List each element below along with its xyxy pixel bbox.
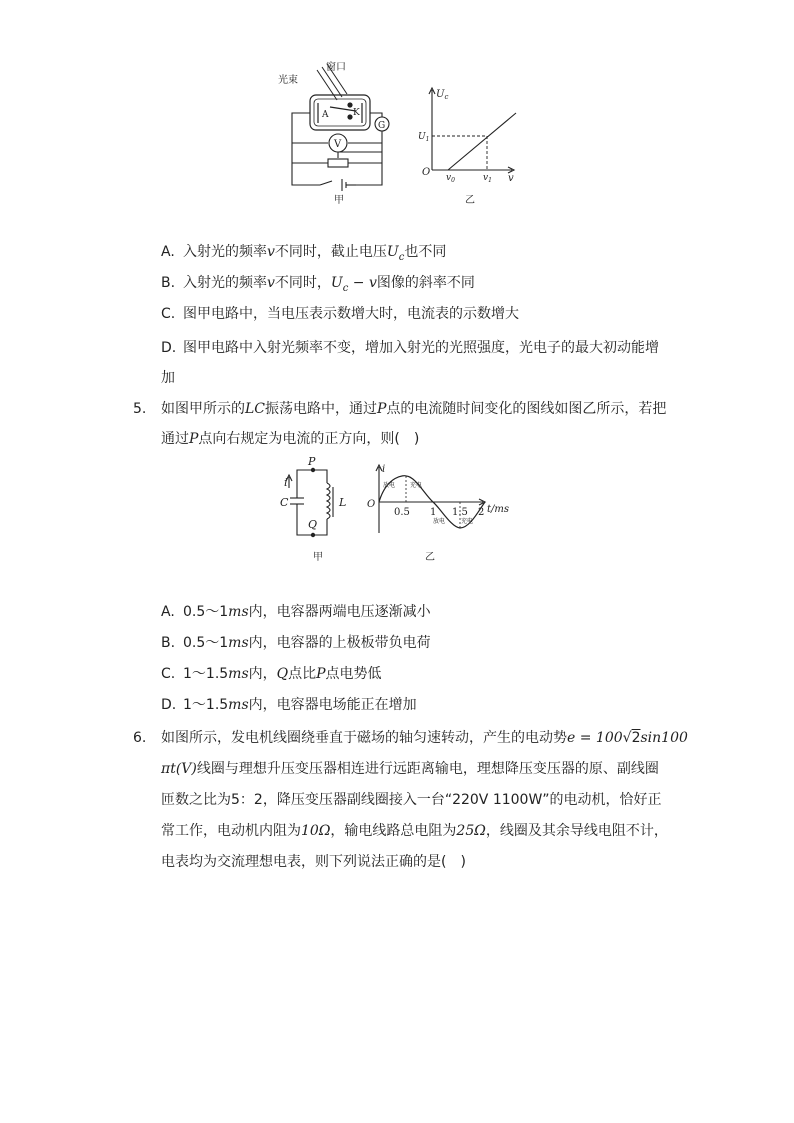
q6-number: 6. [133, 730, 147, 746]
p-label: P [308, 455, 316, 468]
beam-label: 光束 [278, 75, 298, 86]
q6-stem-line1: 如图所示，发电机线圈绕垂直于磁场的轴匀速转动，产生的电动势e = 100√2sin100 [161, 730, 688, 746]
q6-stem-line5: 电表均为交流理想电表，则下列说法正确的是( ) [161, 854, 466, 870]
q5-stem-line2: 通过P点向右规定为电流的正方向，则( ) [161, 431, 420, 447]
galvanometer-label: G [378, 121, 386, 131]
region-label-1: 放电 [383, 482, 396, 489]
sqrt-sign: √ [622, 730, 632, 746]
lc-figure-svg [275, 455, 520, 570]
option-letter: B. [161, 275, 176, 291]
q5-option-b[interactable]: B. 0.5～1ms内，电容器的上极板带负电荷 [161, 635, 431, 651]
graph-x-axis-label: v [508, 173, 514, 184]
q5-option-a[interactable]: A. 0.5～1ms内，电容器两端电压逐渐减小 [161, 604, 431, 620]
option-letter: A. [161, 244, 175, 260]
region-label-2: 充电 [410, 482, 423, 489]
q-label: Q [308, 518, 318, 531]
lc-figure [275, 455, 520, 570]
graph-i-label: i [382, 464, 386, 475]
graph-y-axis-label: $U_c$ [436, 89, 449, 101]
q4-option-c[interactable]: C. 图甲电路中，当电压表示数增大时，电流表的示数增大 [161, 306, 519, 322]
q5-option-c[interactable]: C. 1～1.5ms内，Q点比P点电势低 [161, 666, 382, 682]
point-q [311, 533, 315, 537]
graph-origin: O [422, 167, 431, 178]
tick-1: 1 [430, 507, 437, 518]
graph-y-tick: $U_1$ [418, 132, 430, 143]
voltmeter-label: V [334, 139, 342, 150]
graph-origin: O [367, 499, 376, 510]
uc-v-graph [429, 88, 516, 173]
circuit-caption: 甲 [334, 195, 344, 206]
anode-label: A [322, 110, 329, 120]
graph-x-tick-0: $v_0$ [446, 173, 455, 184]
option-letter: D. [161, 340, 177, 356]
graph-caption: 乙 [465, 195, 475, 206]
q5-number: 5. [133, 401, 147, 417]
rheostat [328, 159, 348, 167]
graph-t-label: t/ms [487, 504, 510, 515]
i-label: i [284, 476, 288, 489]
point-p [311, 468, 315, 472]
tick-1-5: 1.5 [452, 507, 468, 518]
lc-caption-right: 乙 [425, 552, 435, 563]
cathode-label: K [353, 108, 360, 118]
q6-stem-line2: πt(V)线圈与理想升压变压器相连进行远距离输电，理想降压变压器的原、副线圈 [161, 761, 659, 777]
q6-stem-line3: 匝数之比为5：2，降压变压器副线圈接入一台“220V 1100W”的电动机，恰好正 [161, 792, 662, 808]
region-label-4: 充电 [461, 518, 474, 525]
q4-option-a[interactable]: A. 入射光的频率v不同时，截止电压$U_c$也不同 [161, 244, 447, 263]
q5-stem-line1: 如图甲所示的LC振荡电路中，通过P点的电流随时间变化的图线如图乙所示，若把 [161, 401, 667, 417]
q6-stem-line4: 常工作，电动机内阻为10Ω，输电线路总电阻为25Ω，线圈及其余导线电阻不计， [161, 823, 668, 839]
tick-2: 2 [478, 507, 485, 518]
q4-option-d-cont: 加 [161, 370, 175, 386]
c-label: C [280, 496, 289, 509]
q5-option-d[interactable]: D. 1～1.5ms内，电容器电场能正在增加 [161, 697, 417, 713]
region-label-3: 放电 [433, 518, 446, 525]
q4-option-b[interactable]: B. 入射光的频率v不同时，$U_c - v$图像的斜率不同 [161, 275, 475, 294]
photoelectric-figure-svg [270, 55, 530, 215]
l-label: L [339, 496, 347, 509]
window-label: 窗口 [326, 62, 346, 73]
q4-option-d[interactable]: D. 图甲电路中入射光频率不变，增加入射光的光照强度，光电子的最大初动能增 [161, 340, 659, 356]
photoelectric-figure [270, 55, 530, 215]
graph-x-tick-1: $v_1$ [483, 173, 492, 184]
lc-caption-left: 甲 [313, 552, 323, 563]
phototube [310, 95, 370, 130]
option-letter: C. [161, 306, 176, 322]
tick-0-5: 0.5 [394, 507, 410, 518]
